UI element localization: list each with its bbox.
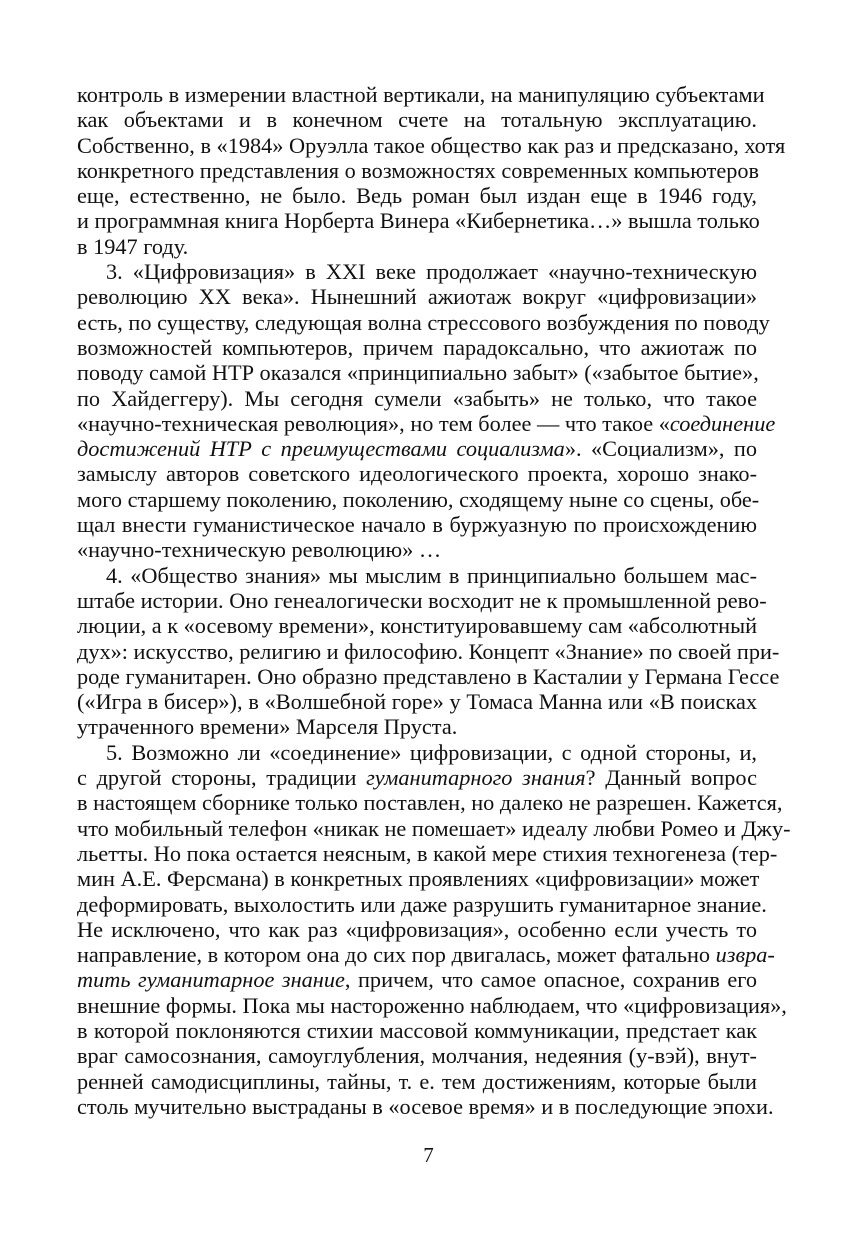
italic-run: достижений НТР с преимуществами социализма [77,436,565,462]
text-line: щал внести гуманистическое начало в буржуазную по происхождению [77,512,757,538]
text-line: в 1947 году. [77,233,189,259]
page-body-text [77,82,791,1119]
text-line: дух»: искусство, религию и философию. Концепт «Знание» по своей при- [77,638,780,664]
text-line: революцию XX века». Нынешний ажиотаж вокруг «цифровизации» [77,284,757,310]
text-line: есть, по существу, следующая волна стрессового возбуждения по поводу [77,309,770,335]
text-line: Не исключено, что как раз «цифровизация», особенно если учесть то [77,916,757,942]
text-line: в которой поклоняются стихии массовой коммуникации, предстает как [77,1017,757,1043]
page-number: 7 [423,1143,434,1167]
text-line [77,436,757,461]
text-line: по Хайдеггеру). Мы сегодня сумели «забыть» не только, что такое [77,385,757,411]
text-line: мин А.Е. Ферсмана) в конкретных проявлениях «цифровизации» может [77,866,760,892]
text-line [77,410,776,436]
text-line: поводу самой НТР оказался «принципиально забыт» («забытое бытие», [77,360,759,386]
text-line: возможностей компьютеров, причем парадоксально, что ажиотаж по [77,334,757,360]
text-line: мого старшему поколению, поколению, сходящему ныне со сцены, обе- [77,486,760,512]
italic-run: гуманитарного знания [366,765,586,791]
text-line: конкретного представления о возможностях современных компьютеров [77,157,760,183]
text-line: 3. «Цифровизация» в XXI веке продолжает «научно-техническую [106,259,757,285]
text-line: что мобильный телефон «никак не помешает» идеалу любви Ромео и Джу- [77,815,791,841]
text-run: ? Данный вопрос [585,765,757,791]
text-line [77,765,757,790]
text-line: как объектами и в конечном счете на тотальную эксплуатацию. [77,107,757,133]
text-line: утраченного времени» Марселя Пруста. [77,714,458,740]
text-line: роде гуманитарен. Оно образно представлено в Касталии у Германа Гессе [77,663,780,689]
italic-run: тить гуманитарное знание [77,967,345,993]
text-line: в настоящем сборнике только поставлен, но далеко не разрешен. Кажется, [77,790,783,816]
italic-run: соединение [669,410,776,436]
text-run: «научно-техническая революция», но тем более — что такое « [77,410,670,436]
text-line: враг самосознания, самоуглубления, молчания, недеяния (у-вэй), внут- [77,1043,757,1069]
text-line: люции, а к «осевому времени», конституировавшему сам «абсолютный [77,613,757,639]
text-run: с другой стороны, традиции [77,765,367,791]
text-line: контроль в измерении властной вертикали, на манипуляцию субъектами [77,82,765,107]
text-line [77,967,757,992]
text-line: ренней самодисциплины, тайны, т. е. тем достижениям, которые были [77,1068,757,1094]
text-line: штабе истории. Оно генеалогически восходит не к промышленной рево- [77,587,767,613]
text-line: деформировать, выхолостить или даже разрушить гуманитарное знание. [77,891,767,917]
text-line: («Игра в бисер»), в «Волшебной горе» у Томаса Манна или «В поисках [77,689,757,715]
italic-run: извра- [715,942,775,968]
text-line: 4. «Общество знания» мы мыслим в принципиально большем мас- [106,562,757,588]
text-line: замыслу авторов советского идеологического проекта, хорошо знако- [77,461,757,487]
text-line [77,942,775,968]
text-line: еще, естественно, не было. Ведь роман был издан еще в 1946 году, [77,183,757,209]
text-run: ». «Социализм», по [564,436,757,462]
text-line: и программная книга Норберта Винера «Кибернетика…» вышла только [77,208,760,234]
text-line: Собственно, в «1984» Оруэлла такое общество как раз и предсказано, хотя [77,132,786,158]
text-line: столь мучительно выстраданы в «осевое время» и в последующие эпохи. [77,1093,774,1119]
text-line: льетты. Но пока остается неясным, в какой мере стихия техногенеза (тер- [77,840,778,866]
text-line: «научно-техническую революцию» … [77,537,442,563]
text-run: , причем, что самое опасное, сохранив его [344,967,757,993]
text-run: направление, в котором она до сих пор двигалась, может фатально [77,942,716,968]
text-line: внешние формы. Пока мы настороженно наблюдаем, что «цифровизация», [77,992,787,1018]
text-line: 5. Возможно ли «соединение» цифровизации, с одной стороны, и, [106,739,757,765]
